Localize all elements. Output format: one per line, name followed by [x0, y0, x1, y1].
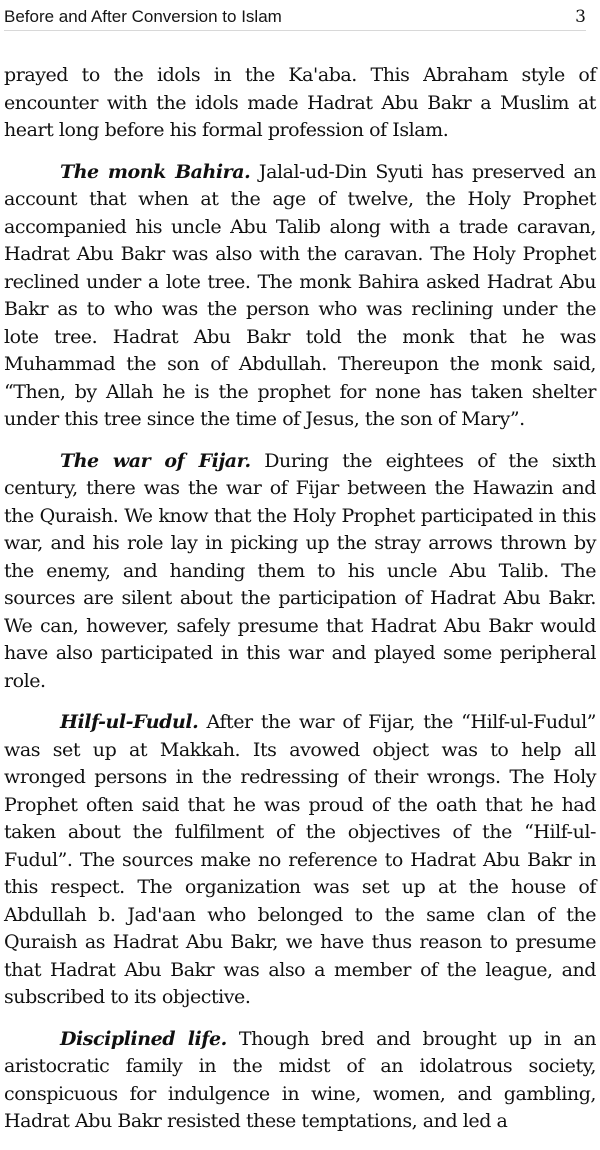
running-title: Before and After Conversion to Islam: [4, 7, 282, 26]
paragraph-text: prayed to the idols in the Ka'aba. This Abraham style of encounter with the idols made Hadrat Abu Bakr a Muslim at heart long before his formal profession of Islam.: [4, 64, 596, 141]
section-heading-disciplined-life: Disciplined life.: [60, 1027, 227, 1050]
paragraph-war-of-fijar: [4, 448, 596, 696]
paragraph-text: Jalal-ud-Din Syuti has preserved an account that when at the age of twelve, the Holy Prophet accompanied his uncle Abu Talib along with a trade caravan, Hadrat Abu Bakr was also with the caravan. The Holy Prophet reclined under a lote tree. The monk Bahira asked Hadrat Abu Bakr as to who was the person who was reclining under the lote tree. Hadrat Abu Bakr told the monk that he was Muhammad the son of Abdullah. Thereupon the monk said, “Then, by Allah he is the prophet for none has taken shelter under this tree since the time of Jesus, the son of Mary”.: [4, 160, 596, 430]
paragraph-text: Though bred and brought up in an aristocratic family in the midst of an idolatrous society, conspicuous for indulgence in wine, women, and gambling, Hadrat Abu Bakr resisted these temptations, and led a: [4, 1027, 596, 1132]
section-heading-monk-bahira: The monk Bahira.: [60, 160, 251, 183]
paragraph-text: During the eightees of the sixth century, there was the war of Fijar between the Hawazin and the Quraish. We know that the Holy Prophet participated in this war, and his role lay in picking up the stray arrows thrown by the enemy, and handing them to his uncle Abu Talib. The sources are silent about the participation of Hadrat Abu Bakr. We can, however, safely presume that Hadrat Abu Bakr would have also participated in this war and played some peripheral role.: [4, 449, 596, 692]
paragraph-text: After the war of Fijar, the “Hilf-ul-Fudul” was set up at Makkah. Its avowed object was to help all wronged persons in the redressing of their wrongs. The Holy Prophet often said that he was proud of the oath that he had taken about the fulfilment of the objectives of the “Hilf-ul-Fudul”. The sources make no reference to Hadrat Abu Bakr in this respect. The organization was set up at the house of Abdullah b. Jad'aan who belonged to the same clan of the Quraish as Hadrat Abu Bakr, we have thus reason to presume that Hadrat Abu Bakr was also a member of the league, and subscribed to its objective.: [4, 711, 596, 1008]
page-body: [4, 62, 596, 1150]
paragraph-hilf-ul-fudul: [4, 709, 596, 1012]
paragraph-disciplined-life: [4, 1026, 596, 1136]
section-heading-hilf-ul-fudul: Hilf-ul-Fudul.: [60, 711, 199, 733]
paragraph-monk-bahira: [4, 159, 596, 434]
paragraph-intro: [4, 62, 596, 145]
section-heading-war-of-fijar: The war of Fijar.: [60, 449, 251, 472]
page-number: 3: [575, 7, 586, 27]
running-header: [4, 4, 586, 31]
